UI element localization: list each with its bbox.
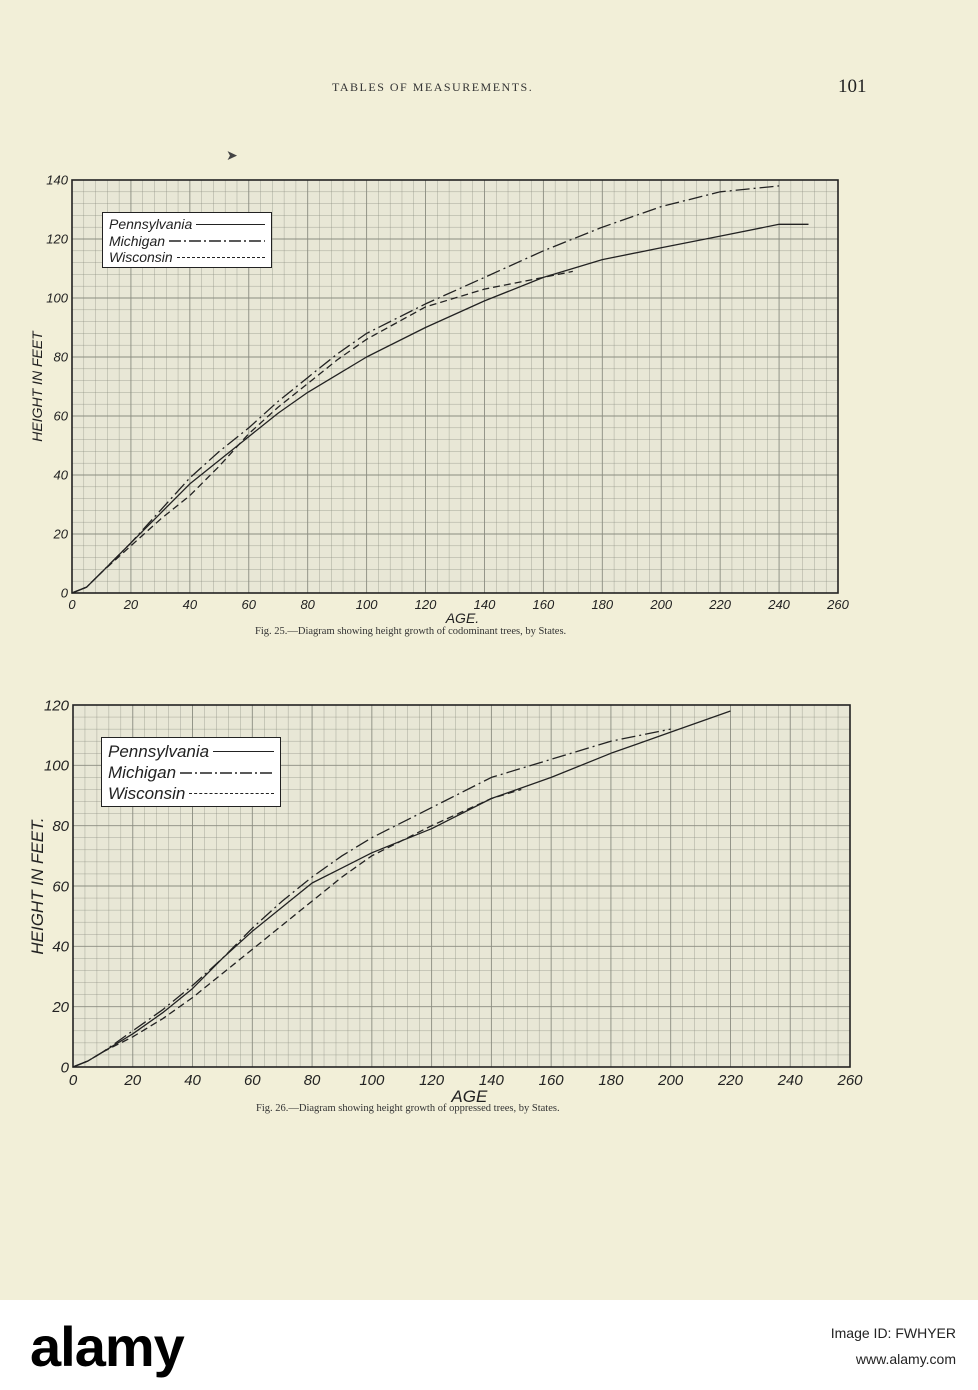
caption-fig25: Fig. 25.—Diagram showing height growth of codominant trees, by States. (255, 626, 567, 637)
x-tick-label: 120 (414, 597, 437, 612)
y-tick-label: 60 (53, 408, 68, 424)
x-tick-label: 260 (827, 597, 849, 612)
y-axis-label: HEIGHT IN FEET. (28, 817, 47, 955)
x-tick-label: 220 (717, 1072, 743, 1089)
x-tick-label: 60 (243, 1072, 261, 1089)
x-tick-label: 180 (591, 597, 614, 612)
caption-fig26: Fig. 26.—Diagram showing height growth of oppressed trees, by States. (256, 1103, 560, 1114)
y-tick-label: 60 (52, 878, 69, 896)
y-tick-label: 100 (46, 290, 68, 306)
x-tick-label: 200 (650, 597, 673, 612)
y-tick-label: 80 (52, 817, 69, 835)
legend-swatch-dashed (189, 793, 274, 794)
legend-swatch-solid (196, 224, 265, 225)
y-axis-label: HEIGHT IN FEET (29, 331, 45, 442)
x-tick-label: 80 (300, 597, 315, 612)
y-tick-label: 80 (53, 349, 68, 365)
x-tick-label: 100 (355, 597, 378, 612)
x-axis-label: AGE. (445, 610, 480, 626)
y-tick-label: 20 (52, 998, 69, 1016)
x-tick-label: 140 (473, 597, 496, 612)
x-tick-label: 80 (303, 1072, 321, 1089)
watermark-image-id: Image ID: FWHYER (830, 1325, 956, 1341)
x-tick-label: 200 (658, 1072, 684, 1089)
watermark-banner (0, 1300, 978, 1390)
x-tick-label: 60 (241, 597, 257, 612)
x-tick-label: 240 (777, 1072, 803, 1089)
y-tick-label: 120 (46, 231, 68, 247)
page-number: 101 (838, 76, 867, 97)
watermark-site: www.alamy.com (855, 1351, 956, 1367)
legend-label: Michigan (109, 232, 166, 249)
y-tick-label: 40 (52, 938, 69, 956)
watermark-logo: alamy (30, 1315, 184, 1378)
legend-label: Michigan (108, 763, 177, 782)
y-tick-label: 100 (43, 757, 69, 775)
legend-entry-michigan (109, 233, 265, 250)
x-tick-label: 240 (768, 597, 790, 612)
legend-label: Pennsylvania (108, 742, 210, 761)
legend-entry-wisconsin (109, 249, 265, 266)
stray-mark: ➤ (226, 149, 238, 164)
running-head: TABLES OF MEASUREMENTS. (332, 80, 534, 94)
legend-entry-pennsylvania (109, 216, 265, 233)
y-tick-label: 20 (53, 526, 68, 542)
legend-entry-wisconsin (108, 783, 274, 804)
x-tick-label: 180 (598, 1072, 624, 1089)
legend-label: Wisconsin (109, 249, 173, 265)
legend-label: Pennsylvania (109, 216, 193, 232)
y-tick-label: 40 (53, 467, 68, 483)
x-tick-label: 0 (68, 597, 76, 612)
legend-fig25 (102, 212, 272, 268)
x-tick-label: 20 (123, 597, 139, 612)
x-axis-label: AGE (451, 1087, 488, 1106)
legend-entry-michigan (108, 762, 274, 783)
legend-swatch-solid (213, 751, 274, 752)
x-tick-label: 40 (184, 1072, 201, 1089)
legend-swatch-dashed (177, 257, 265, 258)
x-tick-label: 0 (68, 1072, 78, 1089)
legend-fig26 (101, 737, 281, 807)
x-tick-label: 160 (532, 597, 555, 612)
y-tick-label: 140 (46, 172, 68, 188)
legend-label: Wisconsin (108, 784, 186, 803)
y-tick-label: 0 (60, 585, 68, 601)
x-tick-label: 160 (538, 1072, 564, 1089)
x-tick-label: 140 (478, 1072, 504, 1089)
watermark-meta (831, 1320, 956, 1372)
x-tick-label: 40 (182, 597, 198, 612)
x-tick-label: 20 (124, 1072, 142, 1089)
y-tick-label: 120 (43, 697, 69, 715)
x-tick-label: 220 (709, 597, 732, 612)
legend-swatch-dash-dot (180, 770, 274, 776)
x-tick-label: 120 (419, 1072, 445, 1089)
x-tick-label: 100 (359, 1072, 385, 1089)
legend-swatch-dash-dot (169, 238, 265, 244)
y-tick-label: 0 (60, 1059, 69, 1077)
legend-entry-pennsylvania (108, 741, 274, 762)
x-tick-label: 260 (837, 1072, 863, 1089)
